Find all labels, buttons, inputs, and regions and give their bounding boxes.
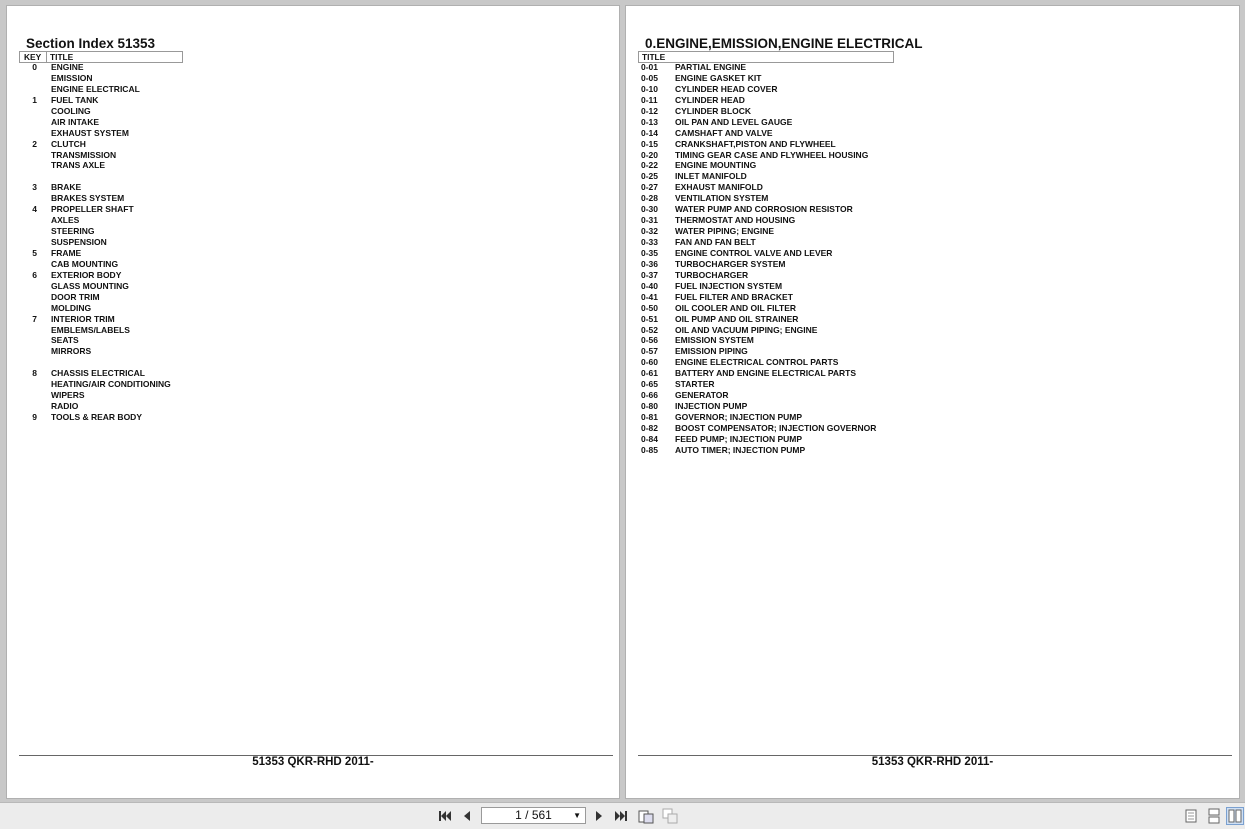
row-title: EMISSION xyxy=(51,72,93,83)
page-footer: 51353 QKR-RHD 2011- xyxy=(871,756,994,768)
next-page-icon[interactable] xyxy=(590,807,608,825)
chevron-down-icon[interactable]: ▼ xyxy=(573,811,581,820)
previous-page-icon[interactable] xyxy=(458,807,476,825)
row-title: INLET MANIFOLD xyxy=(675,171,747,182)
row-title: PROPELLER SHAFT xyxy=(51,204,134,215)
page-number-input[interactable] xyxy=(481,807,586,824)
right-page xyxy=(626,6,1239,798)
row-title: BATTERY AND ENGINE ELECTRICAL PARTS xyxy=(675,368,857,379)
fit-icon[interactable] xyxy=(661,807,679,825)
row-key: 0-66 xyxy=(641,390,659,401)
row-title: AIR INTAKE xyxy=(51,116,100,127)
row-key: 0-84 xyxy=(641,433,659,444)
key-column-header: KEY xyxy=(24,52,42,62)
row-key: 0-41 xyxy=(641,291,659,302)
row-title: FAN AND FAN BELT xyxy=(675,237,756,247)
row-key: 0-65 xyxy=(641,379,659,390)
row-title: CYLINDER HEAD COVER xyxy=(675,83,778,94)
row-title: TURBOCHARGER xyxy=(675,269,749,280)
row-key: 0-35 xyxy=(641,247,659,258)
row-title: OIL AND VACUUM PIPING; ENGINE xyxy=(675,324,818,335)
row-title: MIRRORS xyxy=(51,346,92,357)
row-key: 0-32 xyxy=(641,226,659,237)
row-key: 4 xyxy=(32,204,37,215)
row-title: DOOR TRIM xyxy=(51,291,100,302)
row-key: 0-81 xyxy=(641,412,659,422)
row-title: EMISSION SYSTEM xyxy=(675,335,754,346)
left-page xyxy=(7,6,619,798)
continuous-page-icon[interactable] xyxy=(1205,807,1223,825)
row-key: 0-28 xyxy=(641,193,659,204)
page-title: Section Index 51353 xyxy=(26,36,156,51)
row-key: 0-31 xyxy=(641,215,659,226)
row-title: CRANKSHAFT,PISTON AND FLYWHEEL xyxy=(675,138,836,149)
row-key: 0-27 xyxy=(641,182,659,193)
row-title: FUEL INJECTION SYSTEM xyxy=(675,280,783,291)
row-title: CAMSHAFT AND VALVE xyxy=(675,127,773,138)
row-title: CHASSIS ELECTRICAL xyxy=(51,368,145,379)
row-key: 8 xyxy=(32,368,37,379)
row-key: 0-30 xyxy=(641,204,659,215)
row-title: WATER PIPING; ENGINE xyxy=(675,226,775,237)
row-title: INJECTION PUMP xyxy=(675,401,748,412)
row-key: 0-50 xyxy=(641,302,659,313)
row-key: 0-13 xyxy=(641,116,659,127)
row-title: FEED PUMP; INJECTION PUMP xyxy=(675,433,803,444)
row-title: TURBOCHARGER SYSTEM xyxy=(675,258,786,269)
row-key: 0-11 xyxy=(641,94,658,105)
row-title: BRAKE xyxy=(51,182,82,193)
row-key: 0-82 xyxy=(641,422,659,433)
page-title: 0.ENGINE,EMISSION,ENGINE ELECTRICAL xyxy=(645,36,923,51)
two-page-icon[interactable] xyxy=(1226,807,1244,825)
rotate-icon[interactable] xyxy=(637,807,655,825)
row-key: 0-80 xyxy=(641,401,659,412)
row-key: 5 xyxy=(32,247,37,258)
row-title: EXHAUST SYSTEM xyxy=(51,127,129,138)
row-title: TRANS AXLE xyxy=(51,160,105,171)
row-title: CYLINDER HEAD xyxy=(675,94,745,105)
row-title: OIL PAN AND LEVEL GAUGE xyxy=(675,116,793,127)
single-page-icon[interactable] xyxy=(1182,807,1200,825)
page-indicator: 1 / 561 xyxy=(515,808,552,822)
page-footer: 51353 QKR-RHD 2011- xyxy=(252,756,374,768)
row-key: 0-60 xyxy=(641,357,659,368)
table-header xyxy=(19,51,183,63)
row-key: 0 xyxy=(32,62,37,72)
row-title: MOLDING xyxy=(51,302,92,313)
row-title: ENGINE xyxy=(51,62,84,72)
row-title: RADIO xyxy=(51,401,79,412)
row-key: 0-25 xyxy=(641,171,659,182)
row-title: BRAKES SYSTEM xyxy=(51,193,125,204)
row-key: 0-10 xyxy=(641,83,659,94)
row-title: ENGINE CONTROL VALVE AND LEVER xyxy=(675,247,833,258)
row-key: 0-85 xyxy=(641,444,659,455)
row-title: FUEL FILTER AND BRACKET xyxy=(675,291,793,302)
row-title: EXHAUST MANIFOLD xyxy=(675,182,763,193)
row-title: TIMING GEAR CASE AND FLYWHEEL HOUSING xyxy=(675,149,869,160)
title-column-header: TITLE xyxy=(50,52,74,62)
row-key: 0-14 xyxy=(641,127,659,138)
row-title: SEATS xyxy=(51,335,79,346)
row-title: BOOST COMPENSATOR; INJECTION GOVERNOR xyxy=(675,422,877,433)
row-key: 0-52 xyxy=(641,324,659,335)
row-title: GLASS MOUNTING xyxy=(51,280,129,291)
first-page-icon[interactable] xyxy=(436,807,454,825)
row-title: COOLING xyxy=(51,105,91,116)
row-title: GOVERNOR; INJECTION PUMP xyxy=(675,412,803,422)
row-title: PARTIAL ENGINE xyxy=(675,62,746,72)
row-key: 0-36 xyxy=(641,258,659,269)
row-title: OIL COOLER AND OIL FILTER xyxy=(675,302,797,313)
row-title: EMBLEMS/LABELS xyxy=(51,324,130,335)
row-title: SUSPENSION xyxy=(51,237,107,247)
row-title: CLUTCH xyxy=(51,138,86,149)
row-key: 0-40 xyxy=(641,280,659,291)
row-key: 0-15 xyxy=(641,138,659,149)
row-title: VENTILATION SYSTEM xyxy=(675,193,769,204)
row-title: ENGINE ELECTRICAL xyxy=(51,83,140,94)
row-title: INTERIOR TRIM xyxy=(51,313,115,324)
row-title: ENGINE ELECTRICAL CONTROL PARTS xyxy=(675,357,839,368)
navigation-toolbar xyxy=(0,802,1245,829)
row-key: 0-51 xyxy=(641,313,659,324)
row-title: STEERING xyxy=(51,226,95,237)
row-key: 0-37 xyxy=(641,269,659,280)
row-title: WATER PUMP AND CORROSION RESISTOR xyxy=(675,204,853,215)
row-title: HEATING/AIR CONDITIONING xyxy=(51,379,171,390)
title-column-header: TITLE xyxy=(642,52,666,62)
row-title: AXLES xyxy=(51,215,80,226)
row-key: 0-12 xyxy=(641,105,659,116)
row-key: 0-56 xyxy=(641,335,659,346)
row-key: 1 xyxy=(32,94,37,105)
row-key: 0-01 xyxy=(641,62,659,72)
row-key: 7 xyxy=(32,313,37,324)
row-title: CAB MOUNTING xyxy=(51,258,119,269)
row-title: TRANSMISSION xyxy=(51,149,117,160)
row-title: FUEL TANK xyxy=(51,94,99,105)
row-key: 6 xyxy=(32,269,37,280)
row-title: EMISSION PIPING xyxy=(675,346,748,357)
row-title: TOOLS & REAR BODY xyxy=(51,412,142,422)
row-key: 0-33 xyxy=(641,237,659,247)
row-title: STARTER xyxy=(675,379,715,390)
row-key: 0-22 xyxy=(641,160,659,171)
row-key: 2 xyxy=(32,138,37,149)
row-title: CYLINDER BLOCK xyxy=(675,105,752,116)
row-key: 0-05 xyxy=(641,72,659,83)
row-title: OIL PUMP AND OIL STRAINER xyxy=(675,313,799,324)
row-title: ENGINE GASKET KIT xyxy=(675,72,762,83)
row-key: 0-61 xyxy=(641,368,659,379)
row-key: 0-20 xyxy=(641,149,659,160)
row-title: GENERATOR xyxy=(675,390,729,401)
row-title: ENGINE MOUNTING xyxy=(675,160,757,171)
row-title: WIPERS xyxy=(51,390,85,401)
row-title: FRAME xyxy=(51,247,82,258)
row-key: 9 xyxy=(32,412,37,422)
header-divider xyxy=(46,52,47,62)
row-title: THERMOSTAT AND HOUSING xyxy=(675,215,796,226)
row-title: AUTO TIMER; INJECTION PUMP xyxy=(675,444,806,455)
row-title: EXTERIOR BODY xyxy=(51,269,122,280)
row-key: 3 xyxy=(32,182,37,193)
row-key: 0-57 xyxy=(641,346,659,357)
last-page-icon[interactable] xyxy=(612,807,630,825)
